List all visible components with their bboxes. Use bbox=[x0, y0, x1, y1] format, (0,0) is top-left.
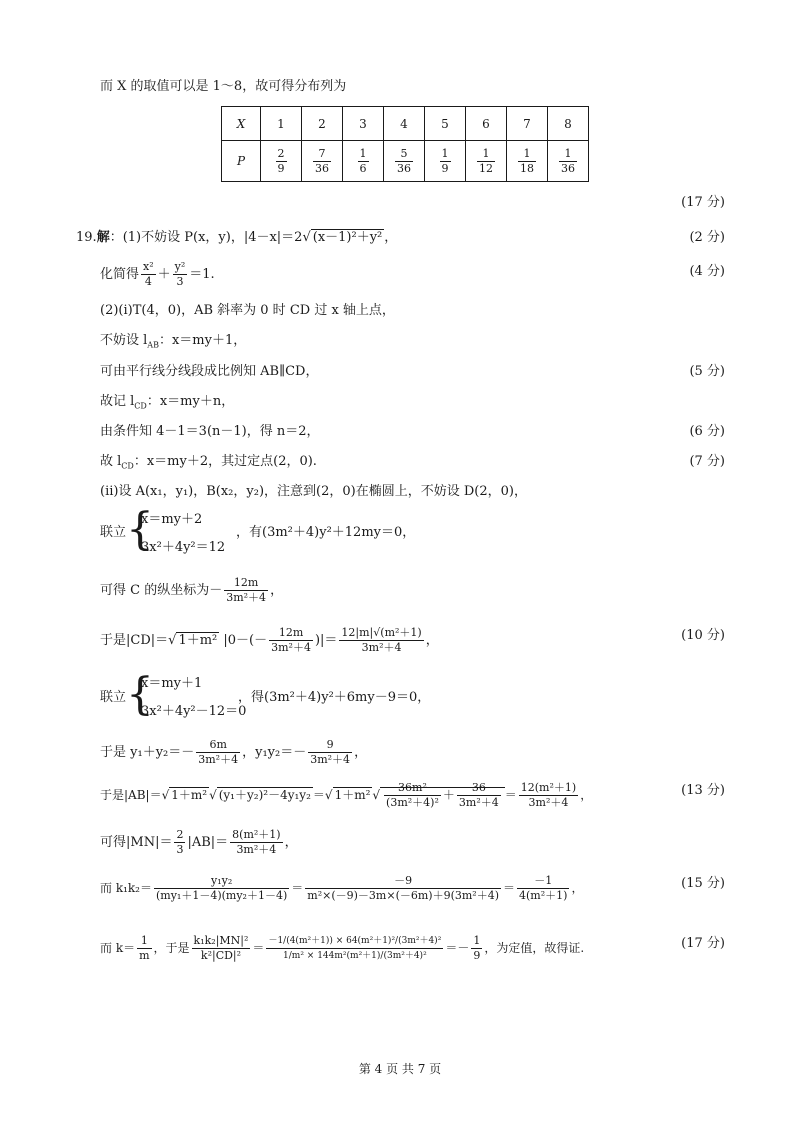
score-2: (2 分) bbox=[689, 230, 725, 245]
line-vieta: 于是 y₁＋y₂＝－ $\frac{6m}{\text{3m²＋4}}$ ，y₁y₂＝－ $\frac{9}{\text{3m²＋4}}$ ， bbox=[100, 738, 368, 766]
line-lab: 不妨设 $l_{AB}$：x＝my＋1， bbox=[100, 333, 247, 350]
sys2-prefix: 联立 bbox=[100, 690, 127, 705]
score-10: (10 分) bbox=[681, 628, 725, 643]
sys2-eq-b: 3x²＋4y²－12＝0 bbox=[141, 704, 247, 719]
line-simplify: 化简得 $\frac{\text{x²}}{4}$ ＋ $\frac{\text{y²}}{3}$ ＝1. bbox=[100, 260, 215, 288]
line-ab: 于是|AB|＝√ 1＋m² √ (y₁＋y₂)²－4y₁y₂ ＝√ 1＋m² √ $\frac{\text{36m²}}{\text{(3m²＋4)²}}$ ＋ $\frac{36}{\text{3m²＋4}}$ ＝ $\frac{\text{12(m²＋1)}}{\text{3m²＋4}}$ ， bbox=[100, 781, 593, 809]
table-row-p bbox=[222, 141, 589, 182]
distribution-table bbox=[221, 106, 589, 182]
score-13: (13 分) bbox=[681, 783, 725, 798]
sys2-brace: { bbox=[126, 669, 154, 720]
intro-text: 而 X 的取值可以是 1～8，故可得分布列为 bbox=[100, 79, 347, 94]
line-final: 而 k＝ $\frac{1}{m}$ ，于是 $\frac{\text{k₁k₂|MN|²}}{\text{k²|CD|²}}$ ＝ $\frac{\text{－1/(4(m²＋1)) × 64(m²＋1)²/(3m²＋4)²}}{\text{1/m² × 144m²(m²＋1)/(3m²＋4)²}}$ ＝－ $\frac{1}{9}$ ，为定值，故得证. bbox=[100, 934, 585, 962]
score-7: (7 分) bbox=[689, 454, 725, 469]
line-k1k2: 而 k₁k₂＝ $\frac{\text{y₁y₂}}{\text{(my₁＋1－4)(my₂＋1－4)}}$ ＝ $\frac{-9}{\text{m²×(－9)－3m×(－6m)＋9(3m²＋4)}}$ ＝ $\frac{-1}{\text{4(m²＋1)}}$ ， bbox=[100, 874, 584, 902]
sys1-brace: { bbox=[126, 504, 154, 555]
x-value: 3 bbox=[343, 107, 384, 141]
line-lcd: 故记 $l_{CD}$：x＝my＋n， bbox=[100, 394, 235, 411]
x-value: 5 bbox=[425, 107, 466, 141]
page-footer: 第 4 页 共 7 页 bbox=[358, 1062, 442, 1076]
p-value: $\frac{1}{18}$ bbox=[507, 141, 548, 182]
sys2-result: ，得(3m²＋4)y²＋6my－9＝0， bbox=[238, 690, 431, 705]
line-lcd2: 故 $l_{CD}$：x＝my＋2，其过定点(2，0). bbox=[100, 454, 317, 471]
sys1-result: ，有(3m²＋4)y²＋12my＝0， bbox=[236, 525, 416, 540]
score-4: (4 分) bbox=[689, 264, 725, 279]
sys2-eq-a: x＝my＋1 bbox=[141, 676, 203, 691]
p-value: $\frac{2}{9}$ bbox=[261, 141, 302, 182]
score-15: (15 分) bbox=[681, 876, 725, 891]
sys1-prefix: 联立 bbox=[100, 525, 127, 540]
p-value: $\frac{5}{36}$ bbox=[384, 141, 425, 182]
line-condition: 由条件知 4－1＝3(n－1)，得 n＝2， bbox=[100, 424, 320, 439]
score-17b: (17 分) bbox=[681, 936, 725, 951]
line-mn: 可得|MN|＝ $\frac{2}{3}$ |AB|＝ $\frac{\text{8(m²＋1)}}{\text{3m²＋4}}$ ， bbox=[100, 828, 298, 856]
x-value: 2 bbox=[302, 107, 343, 141]
x-value: 8 bbox=[548, 107, 589, 141]
x-value: 7 bbox=[507, 107, 548, 141]
line-c-y: 可得 C 的纵坐标为－ $\frac{12m}{\text{3m²＋4}}$ ， bbox=[100, 576, 284, 604]
p-value: $\frac{1}{12}$ bbox=[466, 141, 507, 182]
score-5: (5 分) bbox=[689, 364, 725, 379]
p-value: $\frac{7}{36}$ bbox=[302, 141, 343, 182]
score-17a: (17 分) bbox=[681, 195, 725, 210]
line-19-setup: 19.解：(1)不妨设 P(x，y)，|4－x|＝2√ (x－1)²＋y² ， bbox=[76, 230, 398, 245]
line-cd: 于是|CD|＝√ 1＋m² |0－(－ $\frac{12m}{\text{3m²＋4}}$ )|＝ $\frac{\text{12|m|√(m²＋1)}}{\text{3m²＋4}}$ ， bbox=[100, 626, 439, 654]
score-6: (6 分) bbox=[689, 424, 725, 439]
table-header-x: X bbox=[222, 107, 261, 141]
x-value: 4 bbox=[384, 107, 425, 141]
line-parallel: 可由平行线分线段成比例知 AB∥CD， bbox=[100, 364, 319, 379]
line-2i: (2)(ⅰ)T(4，0)，AB 斜率为 0 时 CD 过 x 轴上点， bbox=[100, 303, 395, 318]
line-2ii: (ⅱ)设 A(x₁，y₁)，B(x₂，y₂)，注意到(2，0)在椭圆上，不妨设 D(2，0)， bbox=[100, 484, 527, 499]
p-value: $\frac{1}{6}$ bbox=[343, 141, 384, 182]
table-row-x bbox=[222, 107, 589, 141]
sys1-eq-b: 3x²＋4y²＝12 bbox=[141, 540, 226, 555]
sys1-eq-a: x＝my＋2 bbox=[141, 512, 203, 527]
table-header-p: P bbox=[222, 141, 261, 182]
x-value: 6 bbox=[466, 107, 507, 141]
x-value: 1 bbox=[261, 107, 302, 141]
p-value: $\frac{1}{36}$ bbox=[548, 141, 589, 182]
p-value: $\frac{1}{9}$ bbox=[425, 141, 466, 182]
